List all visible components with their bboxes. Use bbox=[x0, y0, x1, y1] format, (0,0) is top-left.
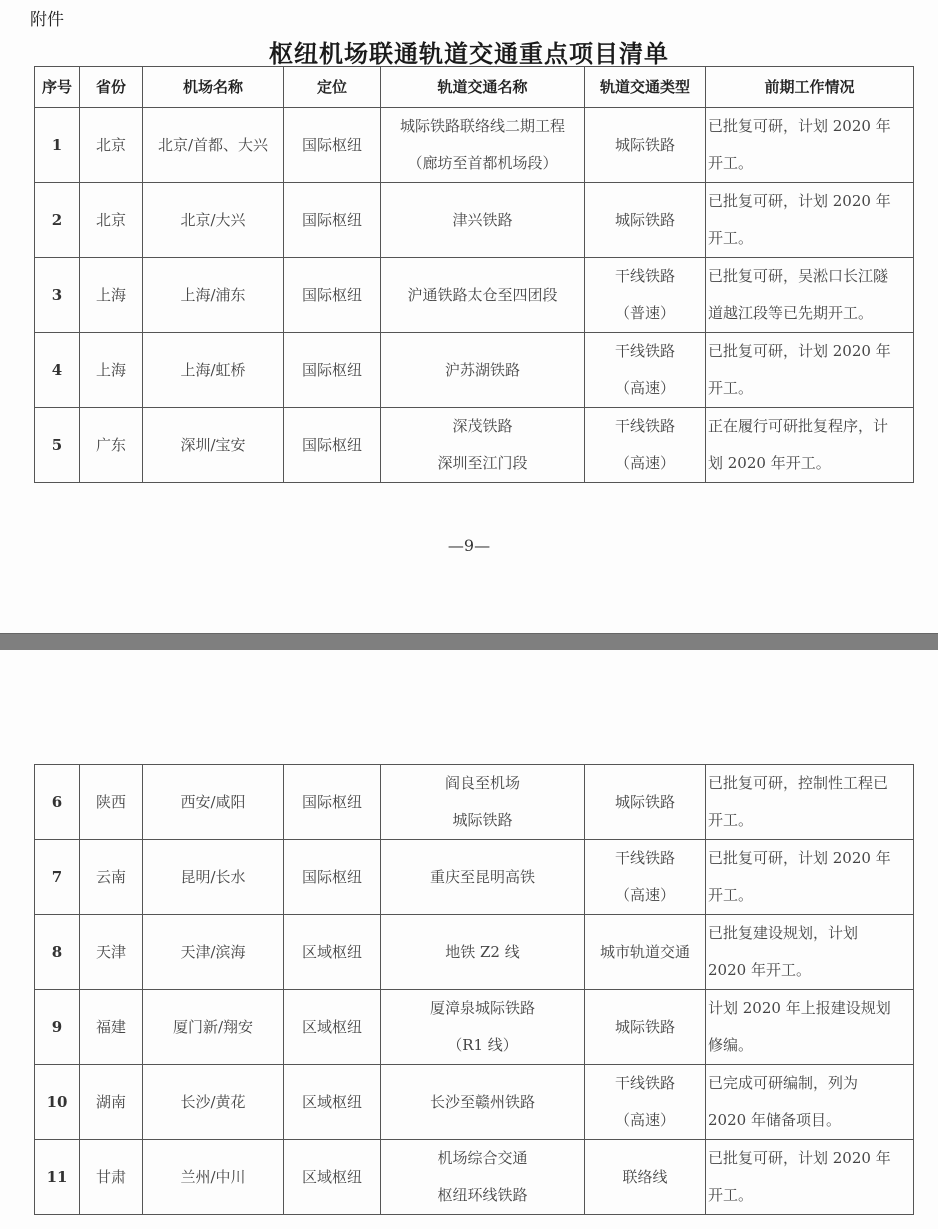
cell-status bbox=[706, 1065, 914, 1140]
cell-rail-name-line: （廊坊至首都机场段） bbox=[407, 154, 558, 172]
column-header-rail-name: 轨道交通名称 bbox=[381, 67, 585, 108]
cell-airport: 昆明/长水 bbox=[143, 840, 284, 915]
cell-status-line: 2020 年开工。 bbox=[708, 961, 811, 979]
cell-status-line: 已批复可研，计划 2020 年 bbox=[708, 342, 891, 360]
cell-rail-type bbox=[585, 108, 706, 183]
cell-rail-type-line: 干线铁路 bbox=[614, 1074, 675, 1092]
cell-status-line: 开工。 bbox=[708, 886, 754, 904]
cell-positioning: 国际枢纽 bbox=[284, 840, 381, 915]
cell-rail-name-line: 阎良至机场 bbox=[444, 774, 520, 792]
cell-rail-type bbox=[585, 765, 706, 840]
table-row bbox=[35, 765, 914, 840]
table-row bbox=[35, 840, 914, 915]
cell-status bbox=[706, 108, 914, 183]
cell-status-line: 已批复可研，吴淞口长江隧 bbox=[708, 267, 889, 285]
cell-status-line: 已批复建设规划，计划 bbox=[708, 924, 859, 942]
cell-rail-type bbox=[585, 1065, 706, 1140]
cell-province: 北京 bbox=[80, 108, 143, 183]
cell-positioning: 国际枢纽 bbox=[284, 108, 381, 183]
table-row bbox=[35, 1140, 914, 1215]
cell-rail-name-line: （R1 线） bbox=[447, 1036, 518, 1054]
cell-rail-name bbox=[381, 1140, 585, 1215]
column-header-positioning: 定位 bbox=[284, 67, 381, 108]
cell-rail-type-line: （高速） bbox=[614, 379, 675, 397]
column-header-rail-type: 轨道交通类型 bbox=[585, 67, 706, 108]
project-table-page1 bbox=[34, 66, 914, 483]
cell-province: 上海 bbox=[80, 333, 143, 408]
cell-rail-name bbox=[381, 840, 585, 915]
cell-rail-type-line: （高速） bbox=[614, 1111, 675, 1129]
cell-province: 陕西 bbox=[80, 765, 143, 840]
cell-province: 福建 bbox=[80, 990, 143, 1065]
project-table-page2 bbox=[34, 764, 914, 1215]
cell-no: 8 bbox=[35, 915, 80, 990]
cell-positioning: 国际枢纽 bbox=[284, 408, 381, 483]
cell-status-line: 已批复可研，计划 2020 年 bbox=[708, 849, 891, 867]
cell-province: 湖南 bbox=[80, 1065, 143, 1140]
cell-airport: 西安/咸阳 bbox=[143, 765, 284, 840]
cell-status-line: 开工。 bbox=[708, 1186, 754, 1204]
table-row bbox=[35, 915, 914, 990]
cell-rail-type bbox=[585, 258, 706, 333]
cell-status-line: 修编。 bbox=[708, 1036, 754, 1054]
table-row bbox=[35, 258, 914, 333]
cell-rail-type-line: （高速） bbox=[614, 886, 675, 904]
cell-rail-type-line: （高速） bbox=[614, 454, 675, 472]
cell-rail-name bbox=[381, 408, 585, 483]
table-row bbox=[35, 1065, 914, 1140]
cell-status-line: 已批复可研，控制性工程已 bbox=[708, 774, 889, 792]
table-row bbox=[35, 183, 914, 258]
column-header-airport: 机场名称 bbox=[143, 67, 284, 108]
table-header-row bbox=[35, 67, 914, 108]
cell-rail-name-line: 城际铁路联络线二期工程 bbox=[399, 117, 565, 135]
cell-status-line: 计划 2020 年上报建设规划 bbox=[708, 999, 891, 1017]
cell-rail-name-line: 机场综合交通 bbox=[437, 1149, 528, 1167]
cell-positioning: 区域枢纽 bbox=[284, 1065, 381, 1140]
cell-status bbox=[706, 765, 914, 840]
cell-rail-name bbox=[381, 1065, 585, 1140]
cell-rail-type-line: 城际铁路 bbox=[614, 1017, 675, 1036]
cell-rail-type-line: 城市轨道交通 bbox=[599, 942, 690, 961]
cell-rail-name-line: 沪通铁路太仓至四团段 bbox=[407, 285, 558, 304]
cell-rail-type-line: 城际铁路 bbox=[614, 792, 675, 811]
cell-positioning: 国际枢纽 bbox=[284, 765, 381, 840]
column-header-province: 省份 bbox=[80, 67, 143, 108]
cell-status-line: 开工。 bbox=[708, 229, 754, 247]
cell-status bbox=[706, 1140, 914, 1215]
cell-province: 甘肃 bbox=[80, 1140, 143, 1215]
cell-rail-type bbox=[585, 1140, 706, 1215]
cell-rail-name-line: 枢纽环线铁路 bbox=[437, 1186, 528, 1204]
cell-rail-type-line: 联络线 bbox=[622, 1167, 668, 1186]
cell-rail-type bbox=[585, 183, 706, 258]
cell-airport: 天津/滨海 bbox=[143, 915, 284, 990]
cell-airport: 上海/浦东 bbox=[143, 258, 284, 333]
cell-rail-name bbox=[381, 183, 585, 258]
cell-status-line: 开工。 bbox=[708, 811, 754, 829]
cell-status-line: 已批复可研，计划 2020 年 bbox=[708, 117, 891, 135]
cell-province: 上海 bbox=[80, 258, 143, 333]
cell-positioning: 国际枢纽 bbox=[284, 333, 381, 408]
cell-status bbox=[706, 915, 914, 990]
cell-no: 4 bbox=[35, 333, 80, 408]
cell-airport: 厦门新/翔安 bbox=[143, 990, 284, 1065]
column-header-status: 前期工作情况 bbox=[706, 67, 914, 108]
cell-rail-type-line: 干线铁路 bbox=[614, 849, 675, 867]
table-row bbox=[35, 108, 914, 183]
cell-rail-type-line: 干线铁路 bbox=[614, 342, 675, 360]
column-header-no: 序号 bbox=[35, 67, 80, 108]
cell-no: 9 bbox=[35, 990, 80, 1065]
cell-status-line: 开工。 bbox=[708, 379, 754, 397]
cell-rail-type-line: 城际铁路 bbox=[614, 210, 675, 229]
cell-rail-name-line: 深茂铁路 bbox=[452, 417, 513, 435]
cell-positioning: 区域枢纽 bbox=[284, 990, 381, 1065]
cell-status bbox=[706, 408, 914, 483]
cell-status-line: 开工。 bbox=[708, 154, 754, 172]
cell-rail-type bbox=[585, 840, 706, 915]
cell-status-line: 划 2020 年开工。 bbox=[708, 454, 831, 472]
annex-label: 附件 bbox=[30, 10, 64, 30]
cell-rail-type-line: （普速） bbox=[614, 304, 675, 322]
cell-rail-type bbox=[585, 408, 706, 483]
cell-rail-name-line: 沪苏湖铁路 bbox=[444, 360, 520, 379]
cell-province: 云南 bbox=[80, 840, 143, 915]
table-row bbox=[35, 990, 914, 1065]
cell-rail-type bbox=[585, 333, 706, 408]
cell-airport: 北京/首都、大兴 bbox=[143, 108, 284, 183]
cell-airport: 深圳/宝安 bbox=[143, 408, 284, 483]
cell-rail-type bbox=[585, 990, 706, 1065]
cell-rail-type-line: 干线铁路 bbox=[614, 267, 675, 285]
cell-rail-name-line: 津兴铁路 bbox=[452, 210, 513, 229]
cell-no: 5 bbox=[35, 408, 80, 483]
cell-rail-name bbox=[381, 108, 585, 183]
cell-no: 11 bbox=[35, 1140, 80, 1215]
page-number: —9— bbox=[447, 536, 491, 555]
cell-airport: 北京/大兴 bbox=[143, 183, 284, 258]
cell-airport: 长沙/黄花 bbox=[143, 1065, 284, 1140]
cell-no: 10 bbox=[35, 1065, 80, 1140]
cell-no: 1 bbox=[35, 108, 80, 183]
cell-no: 6 bbox=[35, 765, 80, 840]
cell-rail-name-line: 重庆至昆明高铁 bbox=[429, 867, 535, 886]
cell-airport: 兰州/中川 bbox=[143, 1140, 284, 1215]
cell-no: 2 bbox=[35, 183, 80, 258]
cell-rail-type bbox=[585, 915, 706, 990]
cell-status-line: 已批复可研，计划 2020 年 bbox=[708, 1149, 891, 1167]
cell-status bbox=[706, 333, 914, 408]
table-row bbox=[35, 408, 914, 483]
cell-no: 7 bbox=[35, 840, 80, 915]
cell-status-line: 正在履行可研批复程序，计 bbox=[708, 417, 889, 435]
cell-status bbox=[706, 840, 914, 915]
cell-rail-name bbox=[381, 990, 585, 1065]
page-separator bbox=[0, 633, 938, 650]
cell-status-line: 已批复可研，计划 2020 年 bbox=[708, 192, 891, 210]
cell-rail-name bbox=[381, 333, 585, 408]
cell-rail-name bbox=[381, 915, 585, 990]
cell-status-line: 已完成可研编制，列为 bbox=[708, 1074, 859, 1092]
cell-rail-name bbox=[381, 765, 585, 840]
cell-rail-name-line: 城际铁路 bbox=[452, 811, 513, 829]
cell-rail-name-line: 长沙至赣州铁路 bbox=[429, 1092, 535, 1111]
cell-status bbox=[706, 183, 914, 258]
cell-province: 天津 bbox=[80, 915, 143, 990]
cell-status-line: 道越江段等已先期开工。 bbox=[708, 304, 874, 322]
cell-status bbox=[706, 990, 914, 1065]
cell-rail-name-line: 地铁 Z2 线 bbox=[445, 942, 520, 961]
cell-no: 3 bbox=[35, 258, 80, 333]
cell-positioning: 国际枢纽 bbox=[284, 258, 381, 333]
cell-positioning: 区域枢纽 bbox=[284, 915, 381, 990]
cell-rail-name-line: 深圳至江门段 bbox=[437, 454, 528, 472]
cell-rail-type-line: 城际铁路 bbox=[614, 135, 675, 154]
cell-positioning: 区域枢纽 bbox=[284, 1140, 381, 1215]
cell-rail-name bbox=[381, 258, 585, 333]
cell-rail-type-line: 干线铁路 bbox=[614, 417, 675, 435]
document-title: 枢纽机场联通轨道交通重点项目清单 bbox=[269, 39, 669, 68]
cell-airport: 上海/虹桥 bbox=[143, 333, 284, 408]
cell-province: 北京 bbox=[80, 183, 143, 258]
cell-status bbox=[706, 258, 914, 333]
cell-positioning: 国际枢纽 bbox=[284, 183, 381, 258]
cell-status-line: 2020 年储备项目。 bbox=[708, 1111, 841, 1129]
table-row bbox=[35, 333, 914, 408]
cell-province: 广东 bbox=[80, 408, 143, 483]
cell-rail-name-line: 厦漳泉城际铁路 bbox=[429, 999, 535, 1017]
